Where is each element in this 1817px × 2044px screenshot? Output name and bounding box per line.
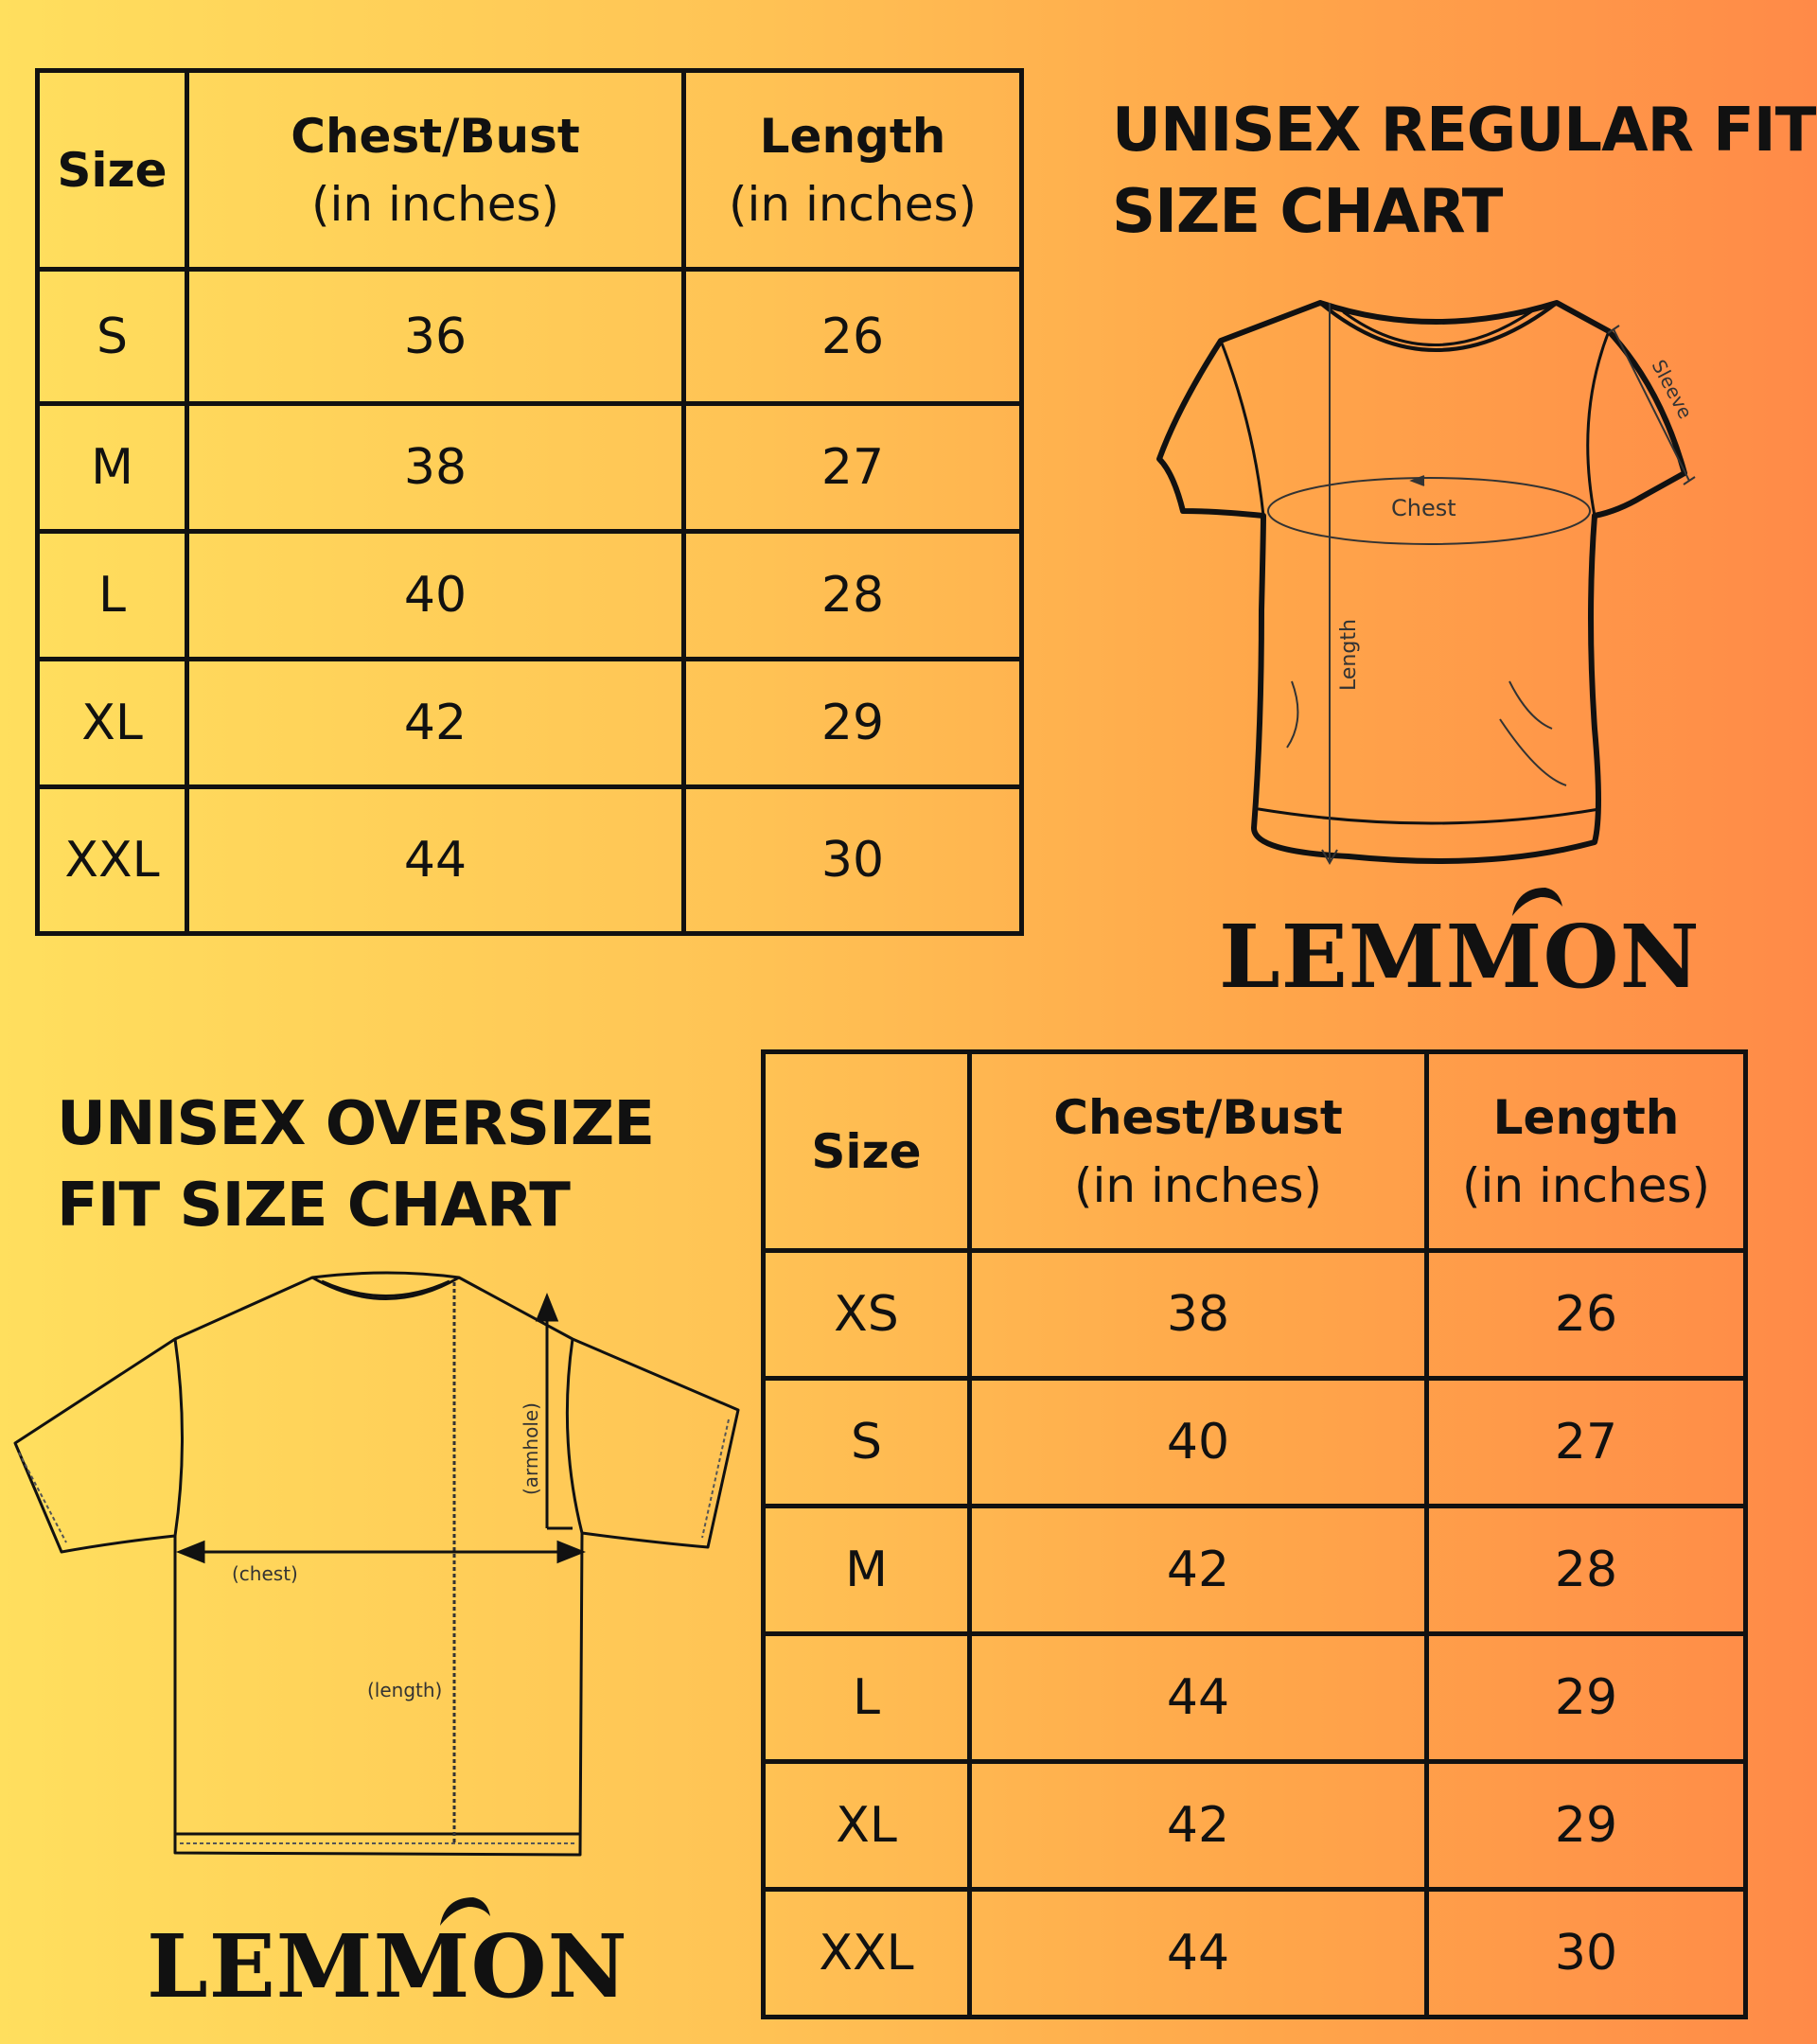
size-cell: S bbox=[38, 270, 187, 404]
table-row bbox=[764, 1890, 1746, 2018]
size-cell: XL bbox=[38, 660, 187, 787]
length-label: (length) bbox=[367, 1679, 443, 1701]
header-length: Length (in inches) bbox=[1427, 1052, 1746, 1251]
table-row bbox=[764, 1634, 1746, 1762]
table-row bbox=[38, 404, 1022, 532]
chest-cell: 44 bbox=[970, 1890, 1427, 2018]
size-cell: L bbox=[764, 1634, 970, 1762]
length-cell: 29 bbox=[1427, 1634, 1746, 1762]
lemon-leaf-icon bbox=[1508, 883, 1564, 921]
chest-cell: 38 bbox=[970, 1251, 1427, 1379]
lemmon-logo: LEMMON bbox=[1219, 913, 1701, 1000]
length-label: Length bbox=[1337, 619, 1361, 691]
size-cell: XL bbox=[764, 1762, 970, 1890]
table-row bbox=[38, 660, 1022, 787]
regular-fit-title: UNISEX REGULAR FIT SIZE CHART bbox=[1112, 96, 1816, 247]
armhole-label: (armhole) bbox=[520, 1402, 542, 1495]
size-cell: M bbox=[38, 404, 187, 532]
regular-fit-size-table bbox=[35, 68, 1024, 936]
table-row bbox=[38, 270, 1022, 404]
length-cell: 28 bbox=[684, 532, 1022, 660]
length-cell: 28 bbox=[1427, 1507, 1746, 1634]
chest-cell: 36 bbox=[187, 270, 684, 404]
header-length: Length (in inches) bbox=[684, 71, 1022, 270]
chest-cell: 42 bbox=[970, 1507, 1427, 1634]
length-cell: 27 bbox=[1427, 1379, 1746, 1507]
table-header-row bbox=[764, 1052, 1746, 1251]
chest-cell: 42 bbox=[970, 1762, 1427, 1890]
chest-cell: 44 bbox=[187, 787, 684, 934]
length-cell: 26 bbox=[684, 270, 1022, 404]
length-cell: 30 bbox=[684, 787, 1022, 934]
chest-cell: 40 bbox=[187, 532, 684, 660]
header-size: Size bbox=[764, 1052, 970, 1251]
table-row bbox=[764, 1507, 1746, 1634]
length-cell: 27 bbox=[684, 404, 1022, 532]
table-header-row bbox=[38, 71, 1022, 270]
size-cell: XXL bbox=[764, 1890, 970, 2018]
table-row bbox=[38, 787, 1022, 934]
size-cell: S bbox=[764, 1379, 970, 1507]
length-cell: 26 bbox=[1427, 1251, 1746, 1379]
length-cell: 30 bbox=[1427, 1890, 1746, 2018]
size-cell: XXL bbox=[38, 787, 187, 934]
header-chest-bust: Chest/Bust (in inches) bbox=[187, 71, 684, 270]
header-chest-bust: Chest/Bust (in inches) bbox=[970, 1052, 1427, 1251]
table-row bbox=[764, 1251, 1746, 1379]
chest-cell: 40 bbox=[970, 1379, 1427, 1507]
oversize-fit-title: UNISEX OVERSIZE FIT SIZE CHART bbox=[57, 1089, 655, 1241]
length-cell: 29 bbox=[1427, 1762, 1746, 1890]
lemmon-logo: LEMMON bbox=[147, 1923, 628, 2010]
table-row bbox=[764, 1762, 1746, 1890]
chest-cell: 42 bbox=[187, 660, 684, 787]
length-cell: 29 bbox=[684, 660, 1022, 787]
header-size: Size bbox=[38, 71, 187, 270]
chest-label: (chest) bbox=[232, 1562, 298, 1585]
table-row bbox=[764, 1379, 1746, 1507]
chest-cell: 44 bbox=[970, 1634, 1427, 1762]
sleeve-label: Sleeve bbox=[1647, 356, 1698, 423]
table-row bbox=[38, 532, 1022, 660]
size-cell: M bbox=[764, 1507, 970, 1634]
chest-label: Chest bbox=[1391, 495, 1456, 521]
regular-tshirt-diagram bbox=[1150, 284, 1718, 890]
size-cell: L bbox=[38, 532, 187, 660]
lemon-leaf-icon bbox=[435, 1893, 492, 1930]
chest-cell: 38 bbox=[187, 404, 684, 532]
size-cell: XS bbox=[764, 1251, 970, 1379]
oversize-fit-size-table bbox=[761, 1049, 1748, 2019]
oversize-tshirt-diagram bbox=[9, 1268, 748, 1864]
